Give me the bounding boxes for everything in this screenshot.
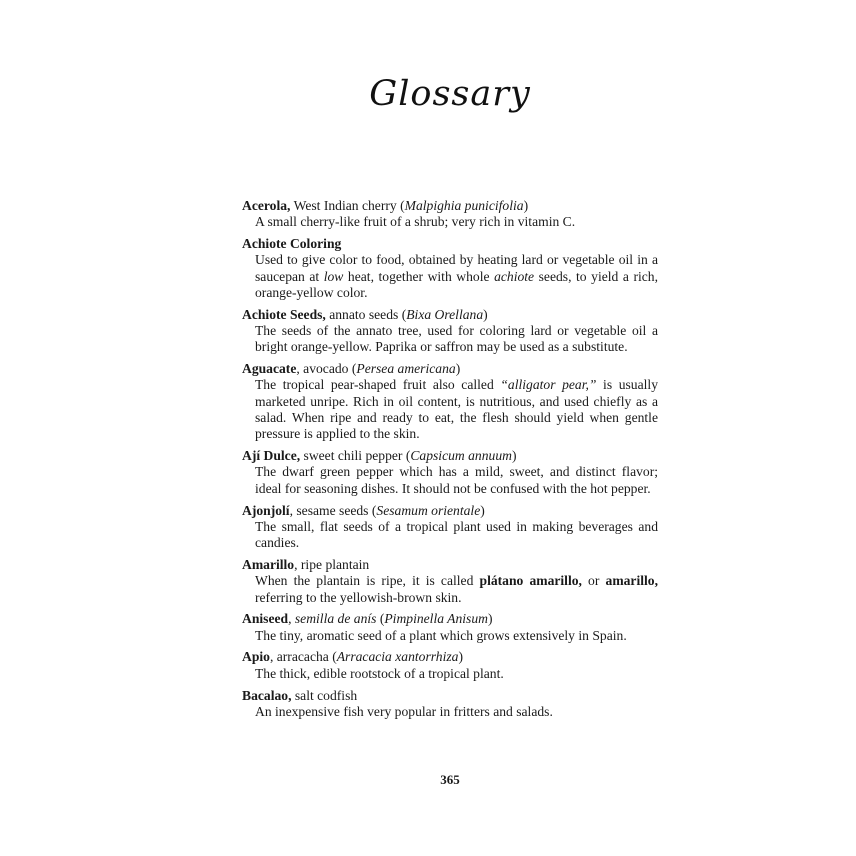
entry-heading (242, 503, 658, 519)
entry-heading (242, 688, 658, 704)
definition-text: plátano amarillo, (479, 573, 582, 589)
definition-text: low (323, 268, 344, 284)
glossary-entry (242, 448, 658, 497)
entry-definition (242, 573, 658, 606)
page-title: Glossary (369, 74, 531, 114)
entry-gloss: ) (455, 361, 461, 377)
entry-heading (242, 361, 658, 377)
entry-gloss: Pimpinella Anisum (384, 611, 488, 627)
glossary-entry (242, 688, 658, 721)
entry-term: Achiote Seeds, (242, 306, 326, 322)
entry-gloss: semilla de anís (294, 611, 377, 627)
entry-heading (242, 236, 658, 252)
entry-definition (242, 252, 658, 301)
entry-gloss: Bixa Orellana (406, 306, 484, 322)
entry-gloss: ) (458, 649, 463, 665)
entry-heading (242, 198, 658, 214)
entry-gloss: sweet chili pepper ( (300, 448, 411, 464)
definition-text: seeds, to yield a rich, orange-yellow color. (255, 268, 658, 300)
entry-gloss: , (288, 611, 295, 627)
entry-gloss: ) (487, 611, 493, 627)
entry-definition (242, 214, 658, 230)
entry-gloss: Malpighia punicifolia (404, 198, 524, 213)
entry-heading (242, 611, 658, 627)
entry-definition (242, 704, 658, 720)
entry-definition (242, 628, 658, 644)
entry-gloss: ( (376, 611, 385, 627)
definition-text: An inexpensive fish very popular in fritters and salads. (255, 703, 553, 719)
entry-gloss: ) (483, 306, 488, 322)
entry-term: Ají Dulce, (242, 448, 301, 464)
entry-term: Achiote Coloring (242, 236, 342, 252)
entry-definition (242, 666, 658, 682)
definition-text: The seeds of the annato tree, used for coloring lard or vegetable oil a bright orange-yellow. Paprika or saffron may be used as a substitute. (255, 323, 658, 355)
definition-text: is usually marketed unripe. Rich in oil content, is nutritious, and used chiefly as a salad. When ripe and ready to eat, the flesh should yield when gentle pressure is applied to the skin. (255, 377, 658, 442)
definition-text: achiote (494, 268, 535, 284)
glossary-entry (242, 557, 658, 606)
definition-text: or (581, 573, 606, 589)
entry-term: Apio (242, 649, 270, 665)
entry-gloss: ) (511, 448, 517, 464)
definition-text: The dwarf green pepper which has a mild, sweet, and distinct flavor; ideal for seasoning dishes. It should not be confused with the hot pepper. (255, 464, 658, 496)
entry-gloss: West Indian cherry ( (290, 198, 405, 213)
entry-heading (242, 448, 658, 464)
glossary-entry (242, 236, 658, 301)
entry-gloss: Sesamum orientale (376, 502, 481, 518)
entry-heading (242, 557, 658, 573)
glossary-entry (242, 198, 658, 231)
definition-text: Used to give color to food, obtained by heating lard or vegetable oil in a saucepan at (255, 252, 658, 284)
entry-gloss: Persea americana (356, 361, 456, 377)
glossary-entry (242, 361, 658, 442)
entry-gloss: , arracacha ( (269, 649, 337, 665)
entry-gloss: Arracacia xantorrhiza (336, 649, 459, 665)
entry-heading (242, 649, 658, 665)
definition-text: amarillo, (605, 573, 658, 589)
glossary-list (242, 198, 658, 726)
definition-text: The small, flat seeds of a tropical plant used in making beverages and candies. (255, 518, 658, 551)
definition-text: heat, together with whole (343, 268, 495, 284)
entry-gloss: Capsicum annuum (410, 448, 512, 464)
entry-gloss: , sesame seeds ( (289, 502, 377, 518)
page-number: 365 (440, 772, 460, 787)
definition-text: A small cherry-like fruit of a shrub; very rich in vitamin C. (255, 214, 576, 230)
entry-term: Acerola, (242, 198, 291, 213)
definition-text: The thick, edible rootstock of a tropical plant. (255, 665, 504, 681)
entry-term: Amarillo (242, 556, 295, 572)
entry-term: Ajonjolí (242, 502, 290, 518)
entry-term: Bacalao, (242, 687, 292, 703)
definition-text: When the plantain is ripe, it is called (255, 573, 480, 589)
entry-definition (242, 519, 658, 552)
definition-text: The tropical pear-shaped fruit also called (255, 377, 501, 393)
entry-definition (242, 464, 658, 497)
entry-definition (242, 323, 658, 356)
entry-definition (242, 377, 658, 442)
definition-text: referring to the yellowish-brown skin. (255, 589, 462, 605)
entry-gloss: ) (480, 502, 485, 518)
entry-term: Aguacate (242, 361, 297, 377)
entry-gloss: , avocado ( (296, 361, 357, 377)
definition-text: “alligator pear,” (500, 377, 597, 393)
glossary-entry (242, 611, 658, 644)
glossary-entry (242, 307, 658, 356)
entry-gloss: , ripe plantain (294, 556, 370, 572)
glossary-entry (242, 503, 658, 552)
entry-term: Aniseed (242, 611, 289, 627)
glossary-entry (242, 649, 658, 682)
definition-text: The tiny, aromatic seed of a plant which grows extensively in Spain. (255, 627, 627, 643)
entry-heading (242, 307, 658, 323)
entry-gloss: salt codfish (291, 687, 358, 703)
entry-gloss: annato seeds ( (325, 306, 407, 322)
entry-gloss: ) (523, 198, 529, 213)
